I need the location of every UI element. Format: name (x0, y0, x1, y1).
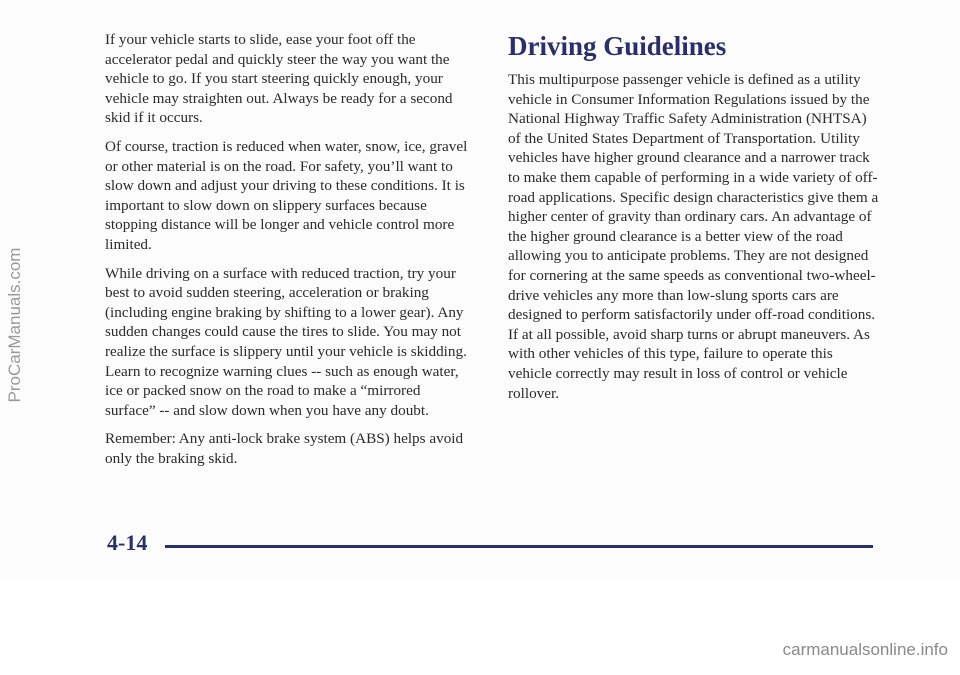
paragraph-traction-reduced: Of course, traction is reduced when water, snow, ice, gravel or other material is on the road. For safety, you’ll want to slow down and adjust your driving to these conditions. It is important to slow down on slippery surfaces because stopping distance will be longer and vehicle control more limited. (105, 137, 468, 253)
paragraph-abs-reminder: Remember: Any anti-lock brake system (ABS) helps avoid only the braking skid. (105, 430, 464, 467)
paragraph-reduced-traction-driving: While driving on a surface with reduced traction, try your best to avoid sudden steering, acceleration or braking (including engine braking by shifting to a lower gear). Any sudden changes could cause the tires to slide. You may not realize the surface is slippery until your vehicle is skidding. Learn to recognize warning clues -- such as enough water, ice or packed snow on the road to make a “mirrored surface” -- and slow down when you have any doubt. (105, 264, 467, 419)
section-heading: Driving Guidelines (508, 31, 727, 61)
side-watermark-text: ProCarManuals.com (5, 247, 24, 403)
left-column (105, 30, 473, 477)
page-number: 4-14 (107, 530, 148, 555)
page-footer (107, 530, 873, 560)
paragraph-driving-guidelines: This multipurpose passenger vehicle is defined as a utility vehicle in Consumer Information Regulations issued by the National Highway Traffic Safety Administration (NHTSA) of the United States Department of Transportation. Utility vehicles have higher ground clearance and a narrower track to make them capable of performing in a wide variety of off-road applications. Specific design characteristics give them a higher center of gravity than ordinary cars. An advantage of the higher ground clearance is a better view of the road allowing you to anticipate problems. They are not designed for cornering at the same speeds as conventional two-wheel-drive vehicles any more than low-slung sports cars are designed to perform satisfactorily under off-road conditions. If at all possible, avoid sharp turns or abrupt maneuvers. As with other vehicles of this type, failure to operate this vehicle correctly may result in loss of control or vehicle rollover. (508, 71, 879, 402)
right-column (508, 30, 880, 412)
bottom-watermark: carmanualsonline.info (782, 640, 948, 659)
footer-rule (165, 545, 873, 548)
side-watermark (2, 175, 28, 475)
paragraph-skid-recovery: If your vehicle starts to slide, ease your foot off the accelerator pedal and quickly steer the way you want the vehicle to go. If you start steering quickly enough, your vehicle may straighten out. Always be ready for a second skid if it occurs. (105, 31, 453, 127)
